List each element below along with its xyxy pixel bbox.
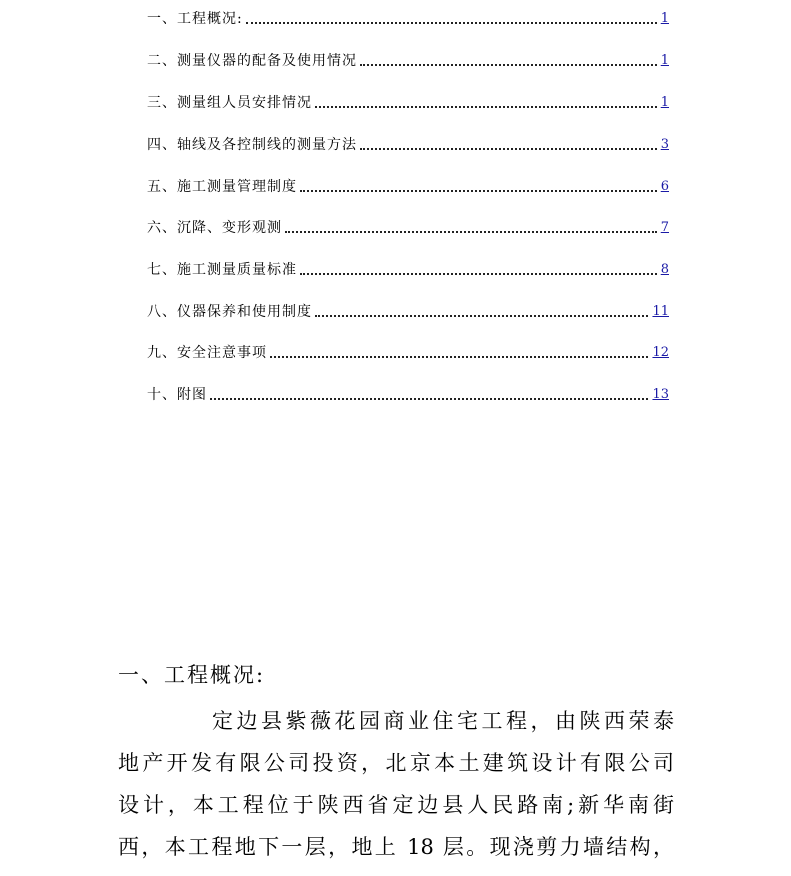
toc-page-link[interactable]: 1: [660, 53, 669, 68]
toc-dot-leader: [246, 22, 657, 24]
paragraph-line: 西，本工程地下一层，地上 18 层。现浇剪力墙结构，: [118, 835, 674, 859]
toc-entry-title: 测量仪器的配备及使用情况: [177, 53, 357, 69]
toc-entry[interactable]: [147, 382, 669, 404]
toc-entry-number: 九、: [147, 345, 177, 361]
toc-entry-title: 施工测量管理制度: [177, 179, 297, 195]
toc-entry-title: 测量组人员安排情况: [177, 95, 312, 111]
toc-dot-leader: [270, 356, 648, 358]
toc-entry-title: 安全注意事项: [177, 345, 267, 361]
toc-page-link[interactable]: 8: [660, 262, 669, 277]
toc-entry[interactable]: [147, 90, 669, 112]
toc-entry-number: 八、: [147, 304, 177, 320]
toc-entry[interactable]: [147, 6, 669, 28]
paragraph-line: 地产开发有限公司投资，北京本土建筑设计有限公司: [118, 751, 674, 775]
toc-entry[interactable]: [147, 48, 669, 70]
toc-page-link[interactable]: 3: [660, 137, 669, 152]
toc-page-link[interactable]: 1: [660, 95, 669, 110]
toc-entry[interactable]: [147, 257, 669, 279]
toc-entry[interactable]: [147, 174, 669, 196]
toc-entry-number: 一、: [147, 11, 177, 27]
toc-entry-title: 附图: [177, 387, 207, 403]
toc-entry-title: 仪器保养和使用制度: [177, 304, 312, 320]
toc-dot-leader: [300, 273, 657, 275]
toc-entry-title: 轴线及各控制线的测量方法: [177, 137, 357, 153]
toc-page-link[interactable]: 6: [660, 179, 669, 194]
toc-entry-number: 二、: [147, 53, 177, 69]
toc-page-link[interactable]: 1: [660, 11, 669, 26]
toc-entry-title: 工程概况:: [177, 11, 243, 27]
toc-dot-leader: [300, 190, 657, 192]
toc-entry[interactable]: [147, 340, 669, 362]
toc-page-link[interactable]: 11: [652, 304, 669, 319]
toc-entry-number: 三、: [147, 95, 177, 111]
toc-entry-title: 施工测量质量标准: [177, 262, 297, 278]
toc-dot-leader: [285, 231, 657, 233]
toc-dot-leader: [360, 64, 657, 66]
toc-entry-number: 五、: [147, 179, 177, 195]
toc-entry[interactable]: [147, 132, 669, 154]
toc-page-link[interactable]: 12: [652, 345, 669, 360]
section-heading: 一、工程概况:: [118, 663, 266, 687]
toc-page-link[interactable]: 7: [660, 220, 669, 235]
paragraph-line: 设计，本工程位于陕西省定边县人民路南;新华南街: [118, 793, 674, 817]
paragraph-line: 定边县紫薇花园商业住宅工程，由陕西荣泰: [212, 709, 674, 733]
toc-entry-number: 六、: [147, 220, 177, 236]
toc-dot-leader: [210, 398, 648, 400]
toc-entry-number: 十、: [147, 387, 177, 403]
toc-dot-leader: [360, 148, 657, 150]
toc-entry-number: 四、: [147, 137, 177, 153]
body-paragraph: [118, 700, 674, 868]
toc-entry-number: 七、: [147, 262, 177, 278]
toc-page-link[interactable]: 13: [652, 387, 669, 402]
toc-dot-leader: [315, 106, 657, 108]
toc-entry-title: 沉降、变形观测: [177, 220, 282, 236]
toc-dot-leader: [315, 315, 648, 317]
toc-entry[interactable]: [147, 215, 669, 237]
toc-entry[interactable]: [147, 299, 669, 321]
